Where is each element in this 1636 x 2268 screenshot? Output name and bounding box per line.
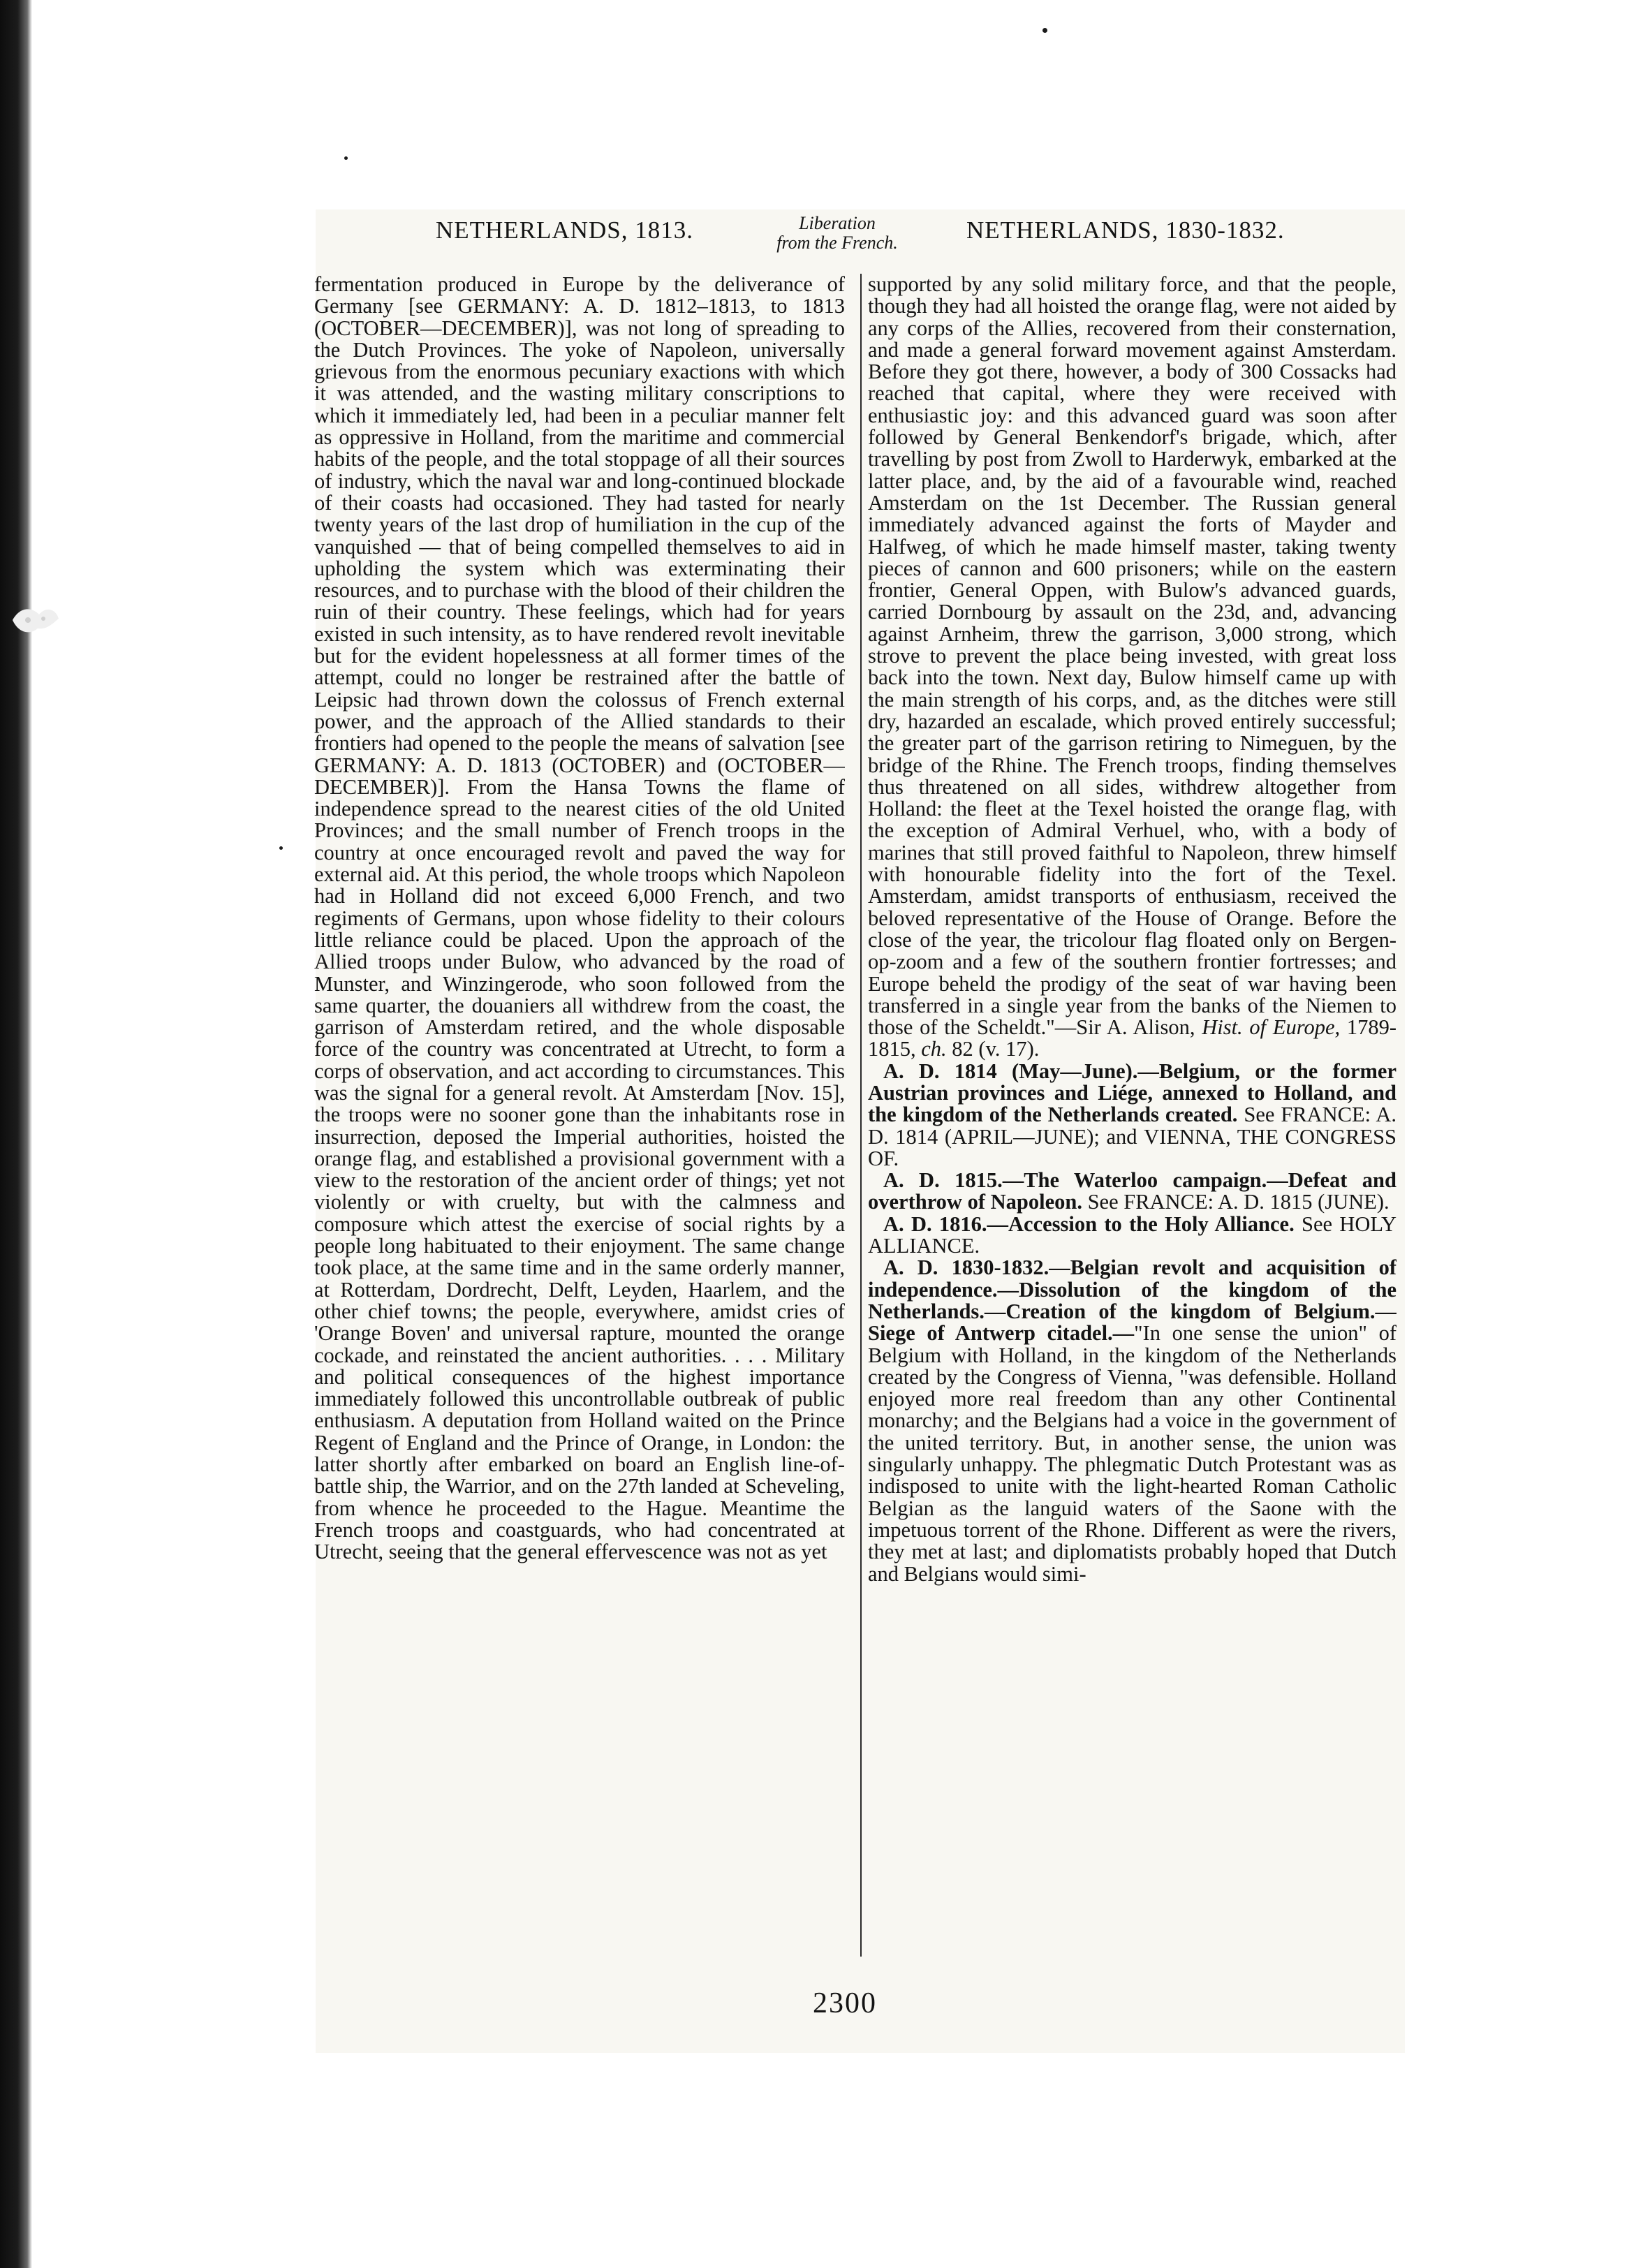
entry-1830 (868, 1257, 1397, 1584)
entry-1815 (868, 1170, 1397, 1214)
header-middle-line1: Liberation (799, 213, 876, 233)
page-number: 2300 (813, 1987, 877, 2019)
column-rule (860, 274, 862, 1957)
entry-1814-xref-vienna: VIENNA, THE CONGRESS OF. (868, 1124, 1397, 1170)
entry-1815-heading: A. D. 1815.—The Waterloo campaign.—Defeat and overthrow of Napoleon. (868, 1168, 1397, 1214)
header-middle-line2: from the French. (776, 233, 898, 253)
entry-1814 (868, 1061, 1397, 1170)
header-middle (757, 214, 918, 253)
scan-speck (344, 156, 348, 160)
scan-dark-edge (0, 0, 32, 2268)
entry-1830-heading: A. D. 1830-1832.—Belgian revolt and acquisition of independence.—Dissolution of the kingdom of the Netherlands.—Creation of the kingdom of Belgium.—Siege of Antwerp citadel.— (868, 1256, 1397, 1346)
entry-1814-xref-france: FRANCE: A. D. 1814 (APRIL—JUNE); (868, 1103, 1397, 1149)
entry-1816 (868, 1214, 1397, 1258)
entry-1815-xref: FRANCE: A. D. 1815 (JUNE). (1123, 1190, 1390, 1214)
entry-1816-heading: A. D. 1816.—Accession to the Holy Alliance. (883, 1212, 1295, 1236)
header-left: NETHERLANDS, 1813. (436, 216, 693, 244)
entry-1815-see: See (1087, 1190, 1119, 1214)
entry-1814-heading: A. D. 1814 (May—June).—Belgium, or the former Austrian provinces and Liége, annexed to Holland, and the kingdom of the Netherlands created. (868, 1059, 1397, 1127)
entry-1830-body: "In one sense the union" of Belgium with Holland, in the kingdom of the Netherlands created by the Congress of Vienna, "was defensible. Holland enjoyed more real freedom than any other Continental monarchy; and the Belgians had a voice in the government of the united territory. But, in another sense, the union was singularly unhappy. The phlegmatic Dutch Protestant was as indisposed to unite with the light-hearted Roman Catholic Belgian as the languid waters of the Saone with the impetuous torrent of the Rhone. Different as were the rivers, they met at last; and diplomatists probably hoped that Dutch and Belgians would simi- (868, 1321, 1397, 1586)
margin-ornament (7, 599, 63, 644)
alison-quote-end: supported by any solid military force, and that the people, though they had all hoisted the orange flag, were not aided by any corps of the Allies, recovered from their consternation, and made a general forward movement against Amsterdam. Before they got there, however, a body of 300 Cossacks had reached that capital, where they were received with enthusiastic joy: and this advanced guard was soon after followed by General Benkendorf's brigade, which, after travelling by post from Zwoll to Harderwyk, embarked at the latter place, and, by the aid of a favourable wind, reached Amsterdam on the 1st December. The Russian general immediately advanced against the forts of Mayder and Halfweg, of which he made himself master, taking twenty pieces of cannon and 600 prisoners; while on the eastern frontier, General Oppen, with Bulow's advanced guards, carried Dornbourg by assault on the 23d, and, advancing against Arnheim, threw the garrison, 3,000 strong, which strove to prevent the place being invested, with great loss back into the town. Next day, Bulow himself came up with the main strength of his corps, and, as the ditches were still dry, hazarded an escalade, which proved entirely successful; the greater part of the garrison retiring to Nimeguen, by the bridge of the Rhine. The French troops, finding themselves thus threatened on all sides, withdrew altogether from Holland: the fleet at the Texel hoisted the orange flag, with the exception of Admiral Verhuel, who, with a body of marines that still proved faithful to Napoleon, threw himself with honourable fidelity into the fort of the Texel. Amsterdam, amidst transports of enthusiasm, received the beloved representative of the House of Orange. Before the close of the year, the tricolour flag floated only on Bergen-op-zoom and a few of the southern frontier fortresses; and Europe beheld the prodigy of the seat of war having been transferred in a single year from the banks of the Niemen to those of the Scheldt."—Sir A. Alison, (868, 274, 1397, 1040)
citation-years: 1789-1815, (868, 1015, 1397, 1061)
entry-1814-see: See (1244, 1103, 1275, 1127)
running-header (316, 214, 1405, 270)
left-column (314, 274, 845, 1964)
right-column (868, 274, 1397, 1964)
citation-title: Hist. of Europe, (1202, 1015, 1341, 1040)
scan-speck (1042, 28, 1047, 33)
left-paragraph: fermentation produced in Europe by the deliverance of Germany [see GERMANY: A. D. 1812–1813, to 1813 (OCTOBER—DECEMBER)], was not long of spreading to the Dutch Provinces. The yoke of Napoleon, universally grievous from the enormous pecuniary exactions with which it was attended, and the wasting military conscriptions to which it immediately led, had been in a peculiar manner felt as oppressive in Holland, from the maritime and commercial habits of the people, and the total stoppage of all their sources of industry, which the naval war and long-continued blockade of their coasts had occasioned. They had tasted for nearly twenty years of the last drop of humiliation in the cup of the vanquished — that of being compelled themselves to aid in upholding the system which was exterminating their resources, and to purchase with the blood of their children the ruin of their country. These feelings, which had for years existed in such intensity, as to have rendered revolt inevitable but for the evident hopelessness at all former times of the attempt, could no longer be restrained after the battle of Leipsic had thrown down the colossus of French external power, and the approach of the Allied standards to their frontiers had opened to the people the means of salvation [see GERMANY: A. D. 1813 (OCTOBER) and (OCTOBER—DECEMBER)]. From the Hansa Towns the flame of independence spread to the nearest cities of the old United Provinces; and the small number of French troops in the country at once encouraged revolt and paved the way for external aid. At this period, the whole troops which Napoleon had in Holland did not exceed 6,000 French, and two regiments of Germans, upon whose fidelity to their colours little reliance could be placed. Upon the approach of the Allied troops under Bulow, who advanced by the road of Munster, and Winzingerode, who soon followed from the same quarter, the douaniers all withdrew from the coast, the garrison of Amsterdam retired, and the whole disposable force of the country was concentrated at Utrecht, to form a corps of observation, and act according to circumstances. This was the signal for a general revolt. At Amsterdam [Nov. 15], the troops were no sooner gone than the inhabitants rose in insurrection, deposed the Imperial authorities, hoisted the orange flag, and established a provisional government with a view to the restoration of the ancient order of things; yet not violently or with cruelty, but with the calmness and composure which attest the exercise of social rights by a people long habituated to their enjoyment. The same change took place, at the same time and in the same orderly manner, at Rotterdam, Dordrecht, Delft, Leyden, Haarlem, and the other chief towns; the people, everywhere, amidst cries of 'Orange Boven' and universal rapture, mounted the orange cockade, and reinstated the ancient authorities. . . . Military and political consequences of the highest importance immediately followed this uncontrollable outbreak of public enthusiasm. A deputation from Holland waited on the Prince Regent of England and the Prince of Orange, in London: the latter shortly after embarked on board an English line-of-battle ship, the Warrior, and on the 27th landed at Scheveling, from whence he proceeded to the Hague. Meantime the French troops and coastguards, who had concentrated at Utrecht, seeing that the general effervescence was not as yet (314, 274, 845, 1564)
entry-1814-and: and (1106, 1124, 1137, 1149)
entry-1816-xref: HOLY ALLIANCE. (868, 1212, 1397, 1258)
header-right: NETHERLANDS, 1830-1832. (966, 216, 1285, 244)
entry-1816-see: See (1302, 1212, 1333, 1236)
right-paragraph-continued (868, 274, 1397, 1061)
scan-speck (279, 846, 283, 850)
citation-ref: 82 (v. 17). (952, 1037, 1040, 1061)
citation-chapter: ch. (921, 1037, 947, 1061)
